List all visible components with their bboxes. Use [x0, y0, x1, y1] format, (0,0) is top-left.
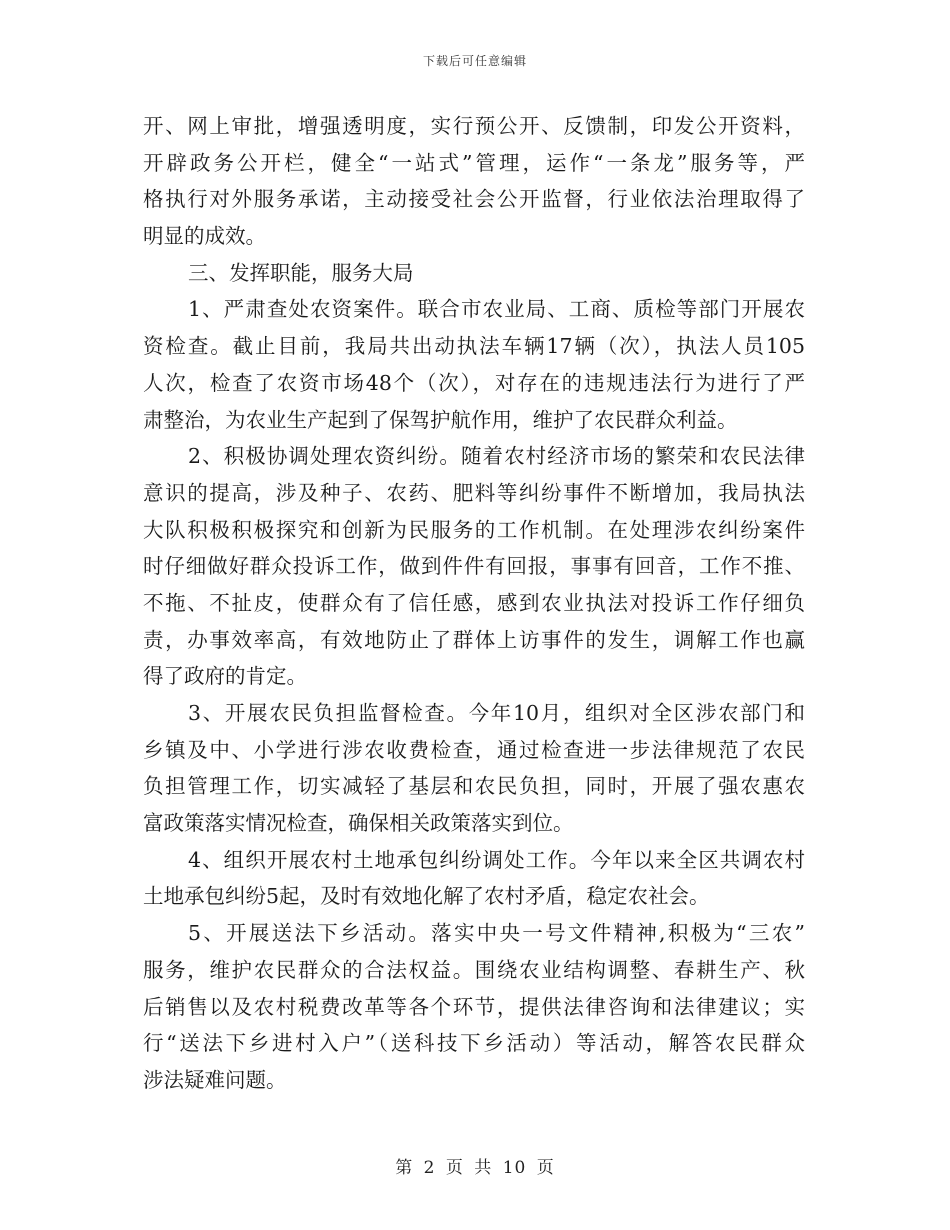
text-line: 资检查。截止目前，我局共出动执法车辆17辆（次），执法人员105	[143, 334, 805, 359]
text-line: 服务，维护农民群众的合法权益。围绕农业结构调整、春耕生产、秋	[143, 957, 805, 982]
document-body	[143, 108, 805, 1099]
text-line: 开辟政务公开栏，健全“一站式”管理，运作“一条龙”服务等，严	[143, 150, 805, 175]
text-line: 土地承包纠纷5起，及时有效地化解了农村矛盾，稳定农社会。	[143, 884, 710, 909]
text-line: 意识的提高，涉及种子、农药、肥料等纠纷事件不断增加，我局执法	[143, 480, 805, 505]
text-line: 责，办事效率高，有效地防止了群体上访事件的发生，调解工作也赢	[143, 627, 805, 652]
text-line: 行“送法下乡进村入户”（送科技下乡活动）等活动，解答农民群众	[143, 1031, 805, 1056]
text-line: 肃整治，为农业生产起到了保驾护航作用，维护了农民群众利益。	[143, 407, 738, 432]
text-line: 开、网上审批，增强透明度，实行预公开、反馈制，印发公开资料，	[143, 114, 805, 138]
text-line: 得了政府的肯定。	[143, 664, 307, 689]
page-header: 下载后可任意编辑	[422, 54, 527, 68]
text-line: 5、开展送法下乡活动。落实中央一号文件精神,积极为“三农”	[188, 921, 805, 946]
page-footer: 第 2 页 共 10 页	[395, 1158, 555, 1178]
text-line: 3、开展农民负担监督检查。今年10月，组织对全区涉农部门和	[188, 701, 805, 725]
text-line: 乡镇及中、小学进行涉农收费检查，通过检查进一步法律规范了农民	[143, 737, 805, 762]
text-line: 三、发挥职能，服务大局	[188, 260, 414, 285]
text-line: 涉法疑难问题。	[143, 1067, 287, 1092]
text-line: 富政策落实情况检查，确保相关政策落实到位。	[143, 811, 574, 836]
text-line: 4、组织开展农村土地承包纠纷调处工作。今年以来全区共调农村	[188, 847, 805, 872]
text-line: 格执行对外服务承诺，主动接受社会公开监督，行业依法治理取得了	[143, 187, 805, 212]
text-line: 负担管理工作，切实减轻了基层和农民负担，同时，开展了强农惠农	[143, 774, 805, 799]
text-line: 大队积极积极探究和创新为民服务的工作机制。在处理涉农纠纷案件	[143, 517, 805, 542]
text-line: 不拖、不扯皮，使群众有了信任感，感到农业执法对投诉工作仔细负	[143, 590, 805, 615]
text-line: 人次，检查了农资市场48个（次），对存在的违规违法行为进行了严	[143, 370, 805, 395]
text-line: 后销售以及农村税费改革等各个环节，提供法律咨询和法律建议；实	[143, 994, 805, 1019]
text-line: 1、严肃查处农资案件。联合市农业局、工商、质检等部门开展农	[188, 297, 805, 322]
text-line: 时仔细做好群众投诉工作，做到件件有回报，事事有回音，工作不推、	[143, 554, 805, 579]
text-line: 2、积极协调处理农资纠纷。随着农村经济市场的繁荣和农民法律	[188, 444, 805, 469]
text-line: 明显的成效。	[143, 224, 266, 249]
